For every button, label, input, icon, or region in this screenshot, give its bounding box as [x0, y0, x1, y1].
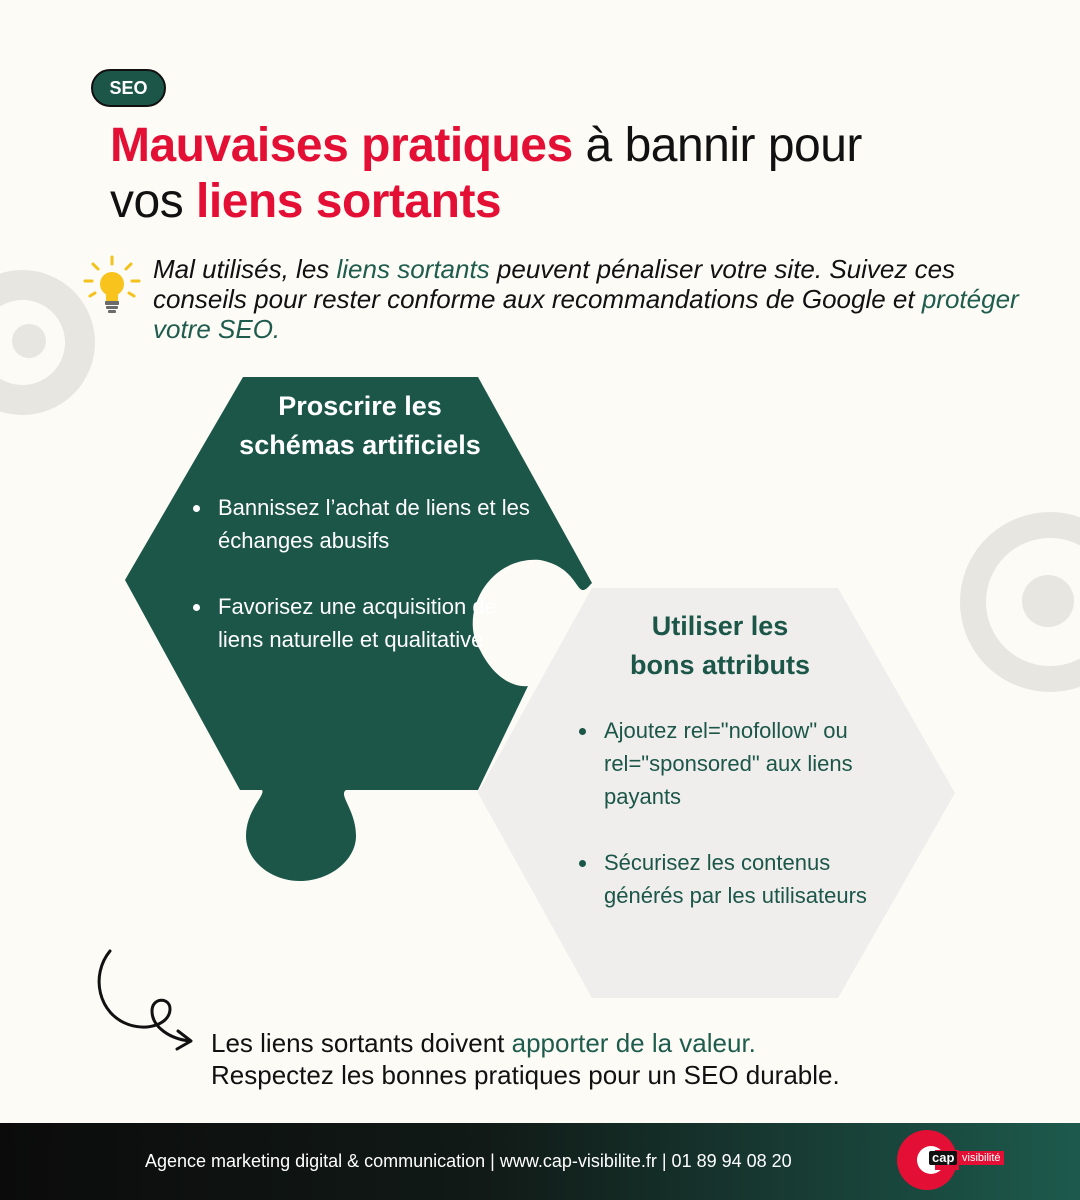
list-item: Bannissez l’achat de liens et les échanges abusifs [190, 491, 530, 557]
closing-part-1: Les liens sortants doivent [211, 1028, 512, 1058]
list-item: Favorisez une acquisition de liens naturelle et qualitative [190, 590, 530, 656]
intro-part-2: peuvent pénaliser votre site. Suivez ces conseils pour rester conforme aux recommandations de Google et [153, 254, 956, 314]
footer-contact: Agence marketing digital & communication | www.cap-visibilite.fr | 01 89 94 08 20 [145, 1151, 792, 1171]
curved-arrow-icon [90, 945, 210, 1055]
list-item: Ajoutez rel="nofollow" ou rel="sponsored" aux liens payants [576, 714, 896, 813]
cap-visibilite-logo [895, 1128, 1010, 1192]
closing-highlight: apporter de la valeur. [511, 1028, 756, 1058]
card1-list [190, 491, 530, 689]
closing-text [211, 1027, 1011, 1091]
logo-visibilite-text: visibilité [959, 1151, 1004, 1165]
intro-link-liens-sortants: liens sortants [336, 254, 490, 284]
title-highlight-2: liens sortants [196, 175, 502, 228]
title-text-2: vos [110, 175, 197, 228]
title-highlight-1: Mauvaises pratiques [110, 119, 573, 172]
title-text-1: à bannir pour [572, 119, 862, 172]
card2-title-line2: bons attributs [630, 650, 810, 680]
closing-line-2: Respectez les bonnes pratiques pour un SEO durable. [211, 1060, 840, 1090]
card2-list [576, 714, 896, 945]
logo-cap-text: cap [929, 1151, 957, 1165]
intro-part-1: Mal utilisés, les [153, 254, 337, 284]
card1-title-line1: Proscrire les [278, 391, 442, 421]
card2-title [570, 607, 870, 685]
card2-title-line1: Utiliser les [651, 611, 789, 641]
card1-title-line2: schémas artificiels [239, 430, 481, 460]
category-badge: SEO [91, 69, 166, 107]
card1-title [200, 387, 520, 465]
intro-link-proteger: protéger votre SEO. [153, 284, 1019, 344]
list-item: Sécurisez les contenus générés par les utilisateurs [576, 846, 896, 912]
